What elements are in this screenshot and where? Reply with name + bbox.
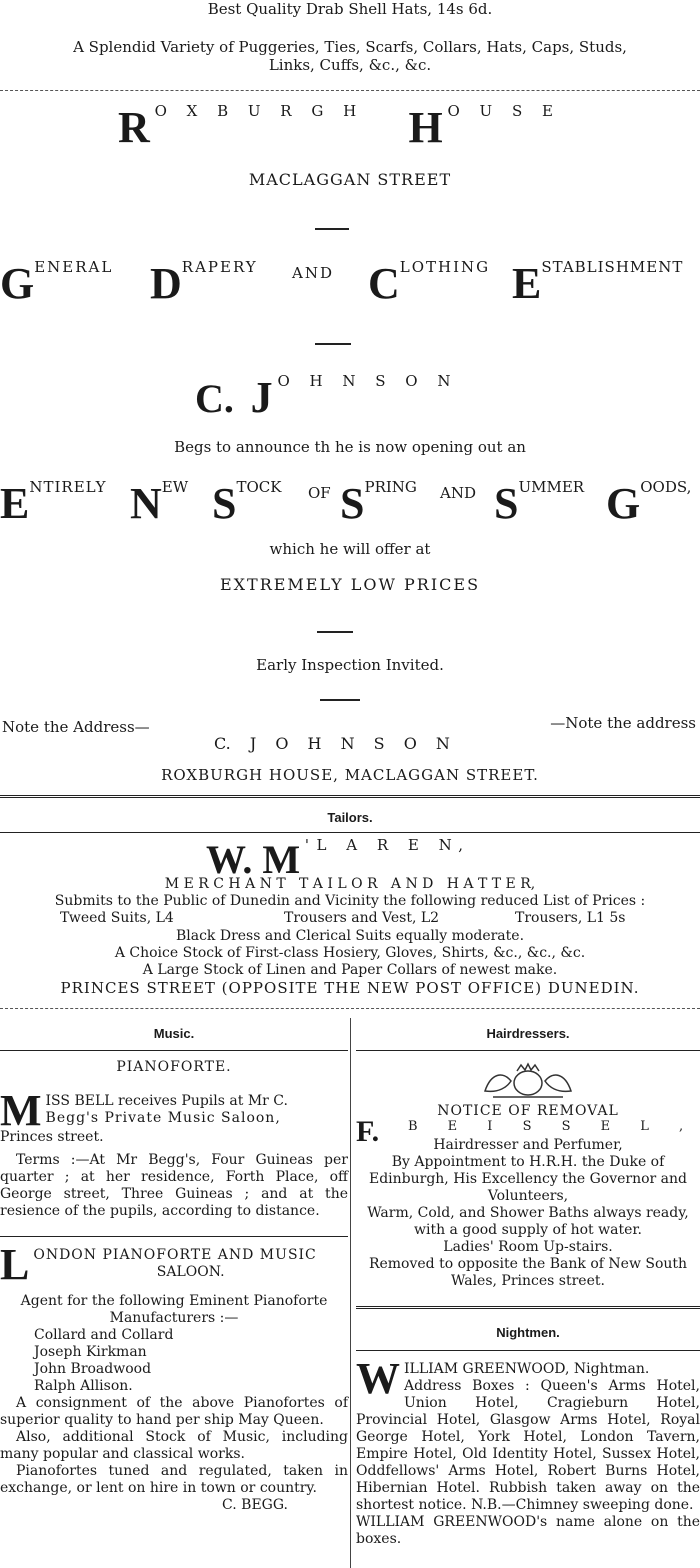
miss-bell-ad xyxy=(0,1086,348,1146)
word: RAPERY xyxy=(181,258,258,276)
drop-cap: G xyxy=(606,479,641,528)
greenwood-signature: WILLIAM GREENWOOD's name alone on the boxes. xyxy=(356,1514,700,1547)
maker-item: John Broadwood xyxy=(34,1361,152,1377)
divider xyxy=(0,1236,348,1237)
removed-paragraph: Removed to opposite the Bank of New South Wales, Princes street. xyxy=(368,1256,688,1289)
column-divider xyxy=(350,1018,351,1568)
price-2: Trousers and Vest, L2 xyxy=(284,910,440,926)
word: STABLISHMENT xyxy=(541,258,684,276)
drop-cap: J xyxy=(250,373,273,422)
short-rule xyxy=(317,631,353,633)
street-line: MACLAGGAN STREET xyxy=(248,170,452,189)
consignment-paragraph: A consignment of the above Pianofortes of superior quality to hand per ship May Queen. xyxy=(0,1395,348,1428)
title-word: O H N S O N xyxy=(277,372,458,390)
drop-cap: M xyxy=(0,1086,42,1135)
divider xyxy=(356,1050,700,1051)
divider xyxy=(0,90,700,91)
drop-cap: E xyxy=(512,259,542,308)
title-word: O U S E xyxy=(447,102,561,120)
drop-cap: C xyxy=(368,259,400,308)
drop-cap: D xyxy=(150,259,182,308)
notice-of-removal: NOTICE OF REMOVAL xyxy=(437,1103,619,1119)
title-word: O X B U R G H xyxy=(154,102,364,120)
note-left: Note the Address— xyxy=(2,718,150,736)
johnson-name: C. J O H N S O N xyxy=(214,734,450,753)
greenwood-ad xyxy=(356,1354,700,1548)
bell-line-1: ISS BELL receives Pupils at Mr C. xyxy=(45,1093,288,1109)
maker-item: Collard and Collard xyxy=(34,1327,174,1343)
word: AND xyxy=(292,264,334,282)
tuned-paragraph: Pianofortes tuned and regulated, taken in exchange, or lent on hire in town or country. xyxy=(0,1463,348,1496)
begg-signature: C. BEGG. xyxy=(222,1497,288,1513)
price-3: Trousers, L1 5s xyxy=(515,910,626,926)
drop-cap: R xyxy=(118,103,150,152)
maker-item: Ralph Allison. xyxy=(34,1378,133,1394)
tailor-line-4: PRINCES STREET (OPPOSITE THE NEW POST OFFICE) DUNEDIN. xyxy=(60,979,640,997)
word: OODS, xyxy=(640,478,692,496)
variety-line-1: A Splendid Variety of Puggeries, Ties, Scarfs, Collars, Hats, Caps, Studs, xyxy=(73,38,627,56)
tailor-line-2: A Choice Stock of First-class Hosiery, Gloves, Shirts, &c., &c., &c. xyxy=(114,945,586,961)
word: OF xyxy=(308,484,331,502)
word: ENERAL xyxy=(34,258,114,276)
roxburgh-title xyxy=(118,102,560,153)
word: PRING xyxy=(364,478,417,496)
divider xyxy=(0,795,700,798)
also-paragraph: Also, additional Stock of Music, including many popular and classical works. xyxy=(0,1429,348,1462)
drop-cap: G xyxy=(0,259,35,308)
divider xyxy=(0,1008,700,1009)
london-line-1: ONDON PIANOFORTE AND MUSIC xyxy=(33,1247,317,1263)
london-line-2: SALOON. xyxy=(156,1264,225,1280)
title-word: 'L A R E N, xyxy=(304,836,471,854)
divider xyxy=(356,1350,700,1351)
trade-line: M E R C H A N T T A I L O R A N D H A T T E R, xyxy=(164,876,536,892)
baths-paragraph: Warm, Cold, and Shower Baths always ready, with a good supply of hot water. xyxy=(367,1205,689,1238)
nightmen-heading: Nightmen. xyxy=(496,1325,560,1340)
divider xyxy=(0,832,700,833)
address-line: ROXBURGH HOUSE, MACLAGGAN STREET. xyxy=(161,766,539,784)
hats-line: Best Quality Drab Shell Hats, 14s 6d. xyxy=(207,0,493,18)
prices-line: EXTREMELY LOW PRICES xyxy=(219,575,481,594)
drop-cap: N xyxy=(130,479,162,528)
word: LOTHING xyxy=(399,258,491,276)
drop-cap: E xyxy=(0,479,30,528)
drop-cap: W xyxy=(356,1354,400,1403)
greenwood-line-1: ILLIAM GREENWOOD, Nightman. xyxy=(404,1361,650,1377)
drop-cap: H xyxy=(408,103,443,152)
drop-cap: S xyxy=(340,479,365,528)
short-rule xyxy=(315,343,351,345)
hair-trade: Hairdresser and Perfumer, xyxy=(433,1137,623,1153)
royal-crest-icon xyxy=(356,1061,700,1105)
word: NTIRELY xyxy=(29,478,107,496)
drop-cap: S xyxy=(212,479,237,528)
variety-line xyxy=(0,38,700,74)
greenwood-body: Address Boxes : Queen's Arms Hotel, Union Hotel, Cragieburn Hotel, Provincial Hotel, Glasgow Arms Hotel, Royal George Hotel, York Hotel, London Tavern, Empire Hotel, Old Identity Hotel, Sussex Hotel, Oddfellows' Arms Hotel, Robert Burns Hotel, Hibernian Hotel. Rubbish taken away on the shortest notice. N.B.—Chimney sweeping done. xyxy=(356,1378,700,1513)
bell-line-2: Begg's Private Music Saloon, xyxy=(45,1110,281,1126)
price-1: Tweed Suits, L4 xyxy=(60,910,174,926)
tailors-heading: Tailors. xyxy=(327,810,373,825)
offer-line: which he will offer at xyxy=(269,540,431,558)
word: AND xyxy=(440,484,476,502)
word: EW xyxy=(161,478,189,496)
variety-line-2: Links, Cuffs, &c., &c. xyxy=(268,56,432,74)
begs-line: Begs to announce th he is now opening out an xyxy=(174,438,526,456)
bell-line-3: Princes street. xyxy=(0,1129,104,1145)
hairdressers-column xyxy=(356,1026,700,1548)
divider xyxy=(0,1050,348,1051)
drop-cap: S xyxy=(494,479,519,528)
title-word: C. xyxy=(195,376,234,421)
word: TOCK xyxy=(236,478,282,496)
agent-paragraph: Agent for the following Eminent Pianoforte Manufacturers :— xyxy=(20,1293,328,1326)
terms-paragraph: Terms :—At Mr Begg's, Four Guineas per quarter ; at her residence, Forth Place, off George street, Three Guineas ; and at the resience of the pupils, according to distance. xyxy=(0,1152,348,1219)
drop-cap: F. xyxy=(356,1115,380,1148)
appointment-paragraph: By Appointment to H.R.H. the Duke of Edinburgh, His Excellency the Governor and Volunteers, xyxy=(368,1154,688,1204)
hairdressers-heading: Hairdressers. xyxy=(486,1026,570,1041)
tailor-line-1: Black Dress and Clerical Suits equally moderate. xyxy=(175,928,525,944)
beissel-name: B E I S S E L , xyxy=(408,1119,684,1134)
drop-cap: W. M xyxy=(206,837,301,882)
divider xyxy=(356,1306,700,1309)
london-saloon-ad xyxy=(0,1240,348,1289)
inspection-line: Early Inspection Invited. xyxy=(256,656,444,674)
johnson-title xyxy=(195,372,458,423)
music-column xyxy=(0,1026,348,1514)
tailor-line-3: A Large Stock of Linen and Paper Collars of newest make. xyxy=(142,962,558,978)
short-rule xyxy=(315,228,349,230)
ladies-room: Ladies' Room Up-stairs. xyxy=(443,1239,613,1255)
maker-item: Joseph Kirkman xyxy=(34,1344,147,1360)
short-rule xyxy=(320,699,360,701)
word: UMMER xyxy=(518,478,585,496)
music-heading: Music. xyxy=(153,1026,195,1041)
pianoforte-title: PIANOFORTE. xyxy=(116,1059,232,1075)
drop-cap: L xyxy=(0,1240,30,1289)
note-right: —Note the address xyxy=(550,714,696,732)
makers-list xyxy=(0,1327,348,1395)
submits-line: Submits to the Public of Dunedin and Vicinity the following reduced List of Prices : xyxy=(54,893,646,909)
